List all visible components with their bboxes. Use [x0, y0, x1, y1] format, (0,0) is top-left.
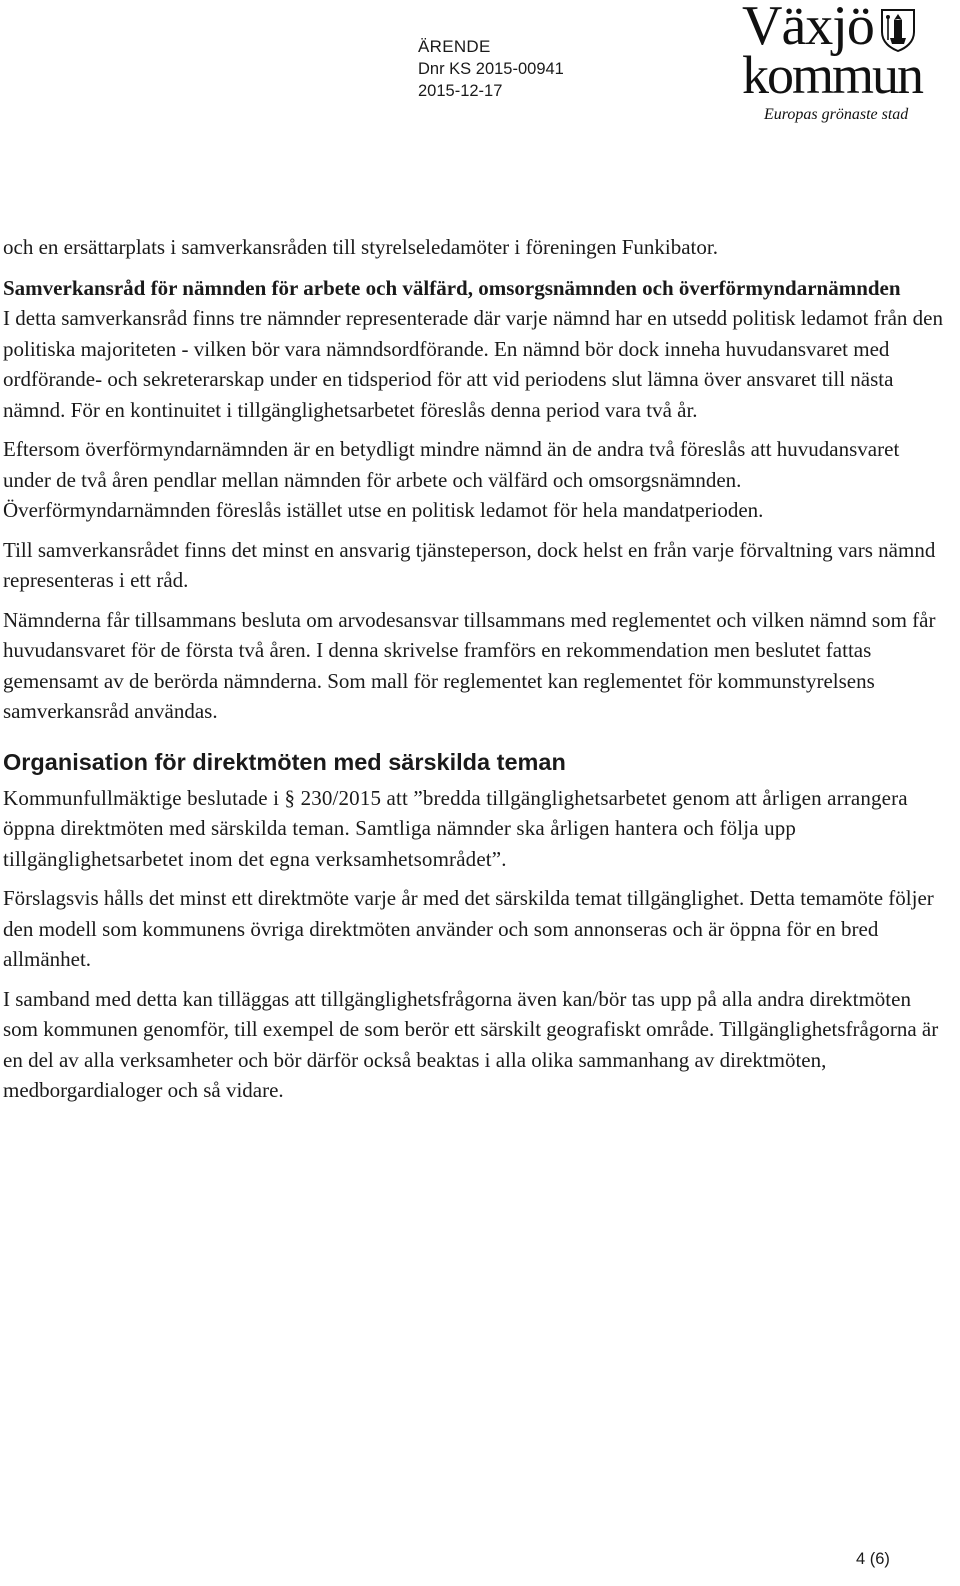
document-body — [0, 232, 943, 1115]
logo-line-2: kommun — [742, 45, 923, 105]
paragraph-continuation: och en ersättarplats i samverkansråden till styrelseledamöter i föreningen Funkibator. — [3, 235, 718, 259]
vaxjo-kommun-logo — [742, 2, 952, 130]
paragraph: Nämnderna får tillsammans besluta om arvodesansvar tillsammans med reglementet och vilken nämnd som får huvudansvaret för de första två åren. I denna skrivelse framförs en rekommendation men beslutet fattas gemensamt av de berörda nämnderna. Som mall för reglementet kan reglementet för kommunstyrelsens samverkansråd användas. — [3, 607, 936, 723]
page-number: 4 (6) — [856, 1550, 890, 1568]
document-meta — [418, 36, 564, 102]
paragraph: Till samverkansrådet finns det minst en ansvarig tjänsteperson, dock helst en från varje förvaltning vars nämnd representeras i ett råd. — [3, 537, 936, 592]
section-heading: Organisation för direktmöten med särskilda teman — [3, 748, 566, 775]
logo-tagline: Europas grönaste stad — [764, 106, 909, 123]
paragraph: Kommunfullmäktige beslutade i § 230/2015 att ”bredda tillgänglighetsarbetet genom att årligen arrangera öppna direktmöten med särskilda teman. Samtliga nämnder ska årligen hantera och följa upp tillgänglighetsarbetet inom det egna verksamhetsområdet”. — [3, 785, 908, 871]
paragraph: Förslagsvis hålls det minst ett direktmöte varje år med det särskilda temat tillgänglighet. Detta temamöte följer den modell som kommunens övriga direktmöten använder och som annonseras och är öppna för en bred allmänhet. — [3, 886, 934, 971]
paragraph: I samband med detta kan tilläggas att tillgänglighetsfrågorna även kan/bör tas upp på alla andra direktmöten som kommunen genomför, till exempel de som berör ett särskilt geografiskt område. Tillgänglighetsfrågorna är en del av alla verksamheter och bör därför också beaktas i alla olika sammanhang av direktmöten, medborgardialoger och så vidare. — [3, 986, 939, 1102]
paragraph: I detta samverkansråd finns tre nämnder representerade där varje nämnd har en utsedd politisk ledamot från den politiska majoriteten - vilken bör vara nämndsordförande. En nämnd bör dock inneha huvudansvaret med ordförande- och sekreterarskap under en tidsperiod för att vid periodens slut lämna över ansvaret till nästa nämnd. För en kontinuitet i tillgänglighetsarbetet föreslås denna period vara två år. — [3, 306, 943, 422]
sub-heading: Samverkansråd för nämnden för arbete och välfärd, omsorgsnämnden och överförmyndarnämnden — [3, 275, 901, 300]
logo-line-1: Växjö — [742, 0, 874, 57]
reference-number: Dnr KS 2015-00941 — [418, 60, 564, 78]
document-type: ÄRENDE — [418, 37, 491, 56]
paragraph: Eftersom överförmyndarnämnden är en betydligt mindre nämnd än de andra två föreslås att huvudansvaret under de två åren pendlar mellan nämnden för arbete och välfärd och omsorgsnämnden. Överförmyndarnämnden föreslås istället utse en politisk ledamot för hela mandatperioden. — [3, 437, 900, 522]
document-date: 2015-12-17 — [418, 82, 503, 100]
